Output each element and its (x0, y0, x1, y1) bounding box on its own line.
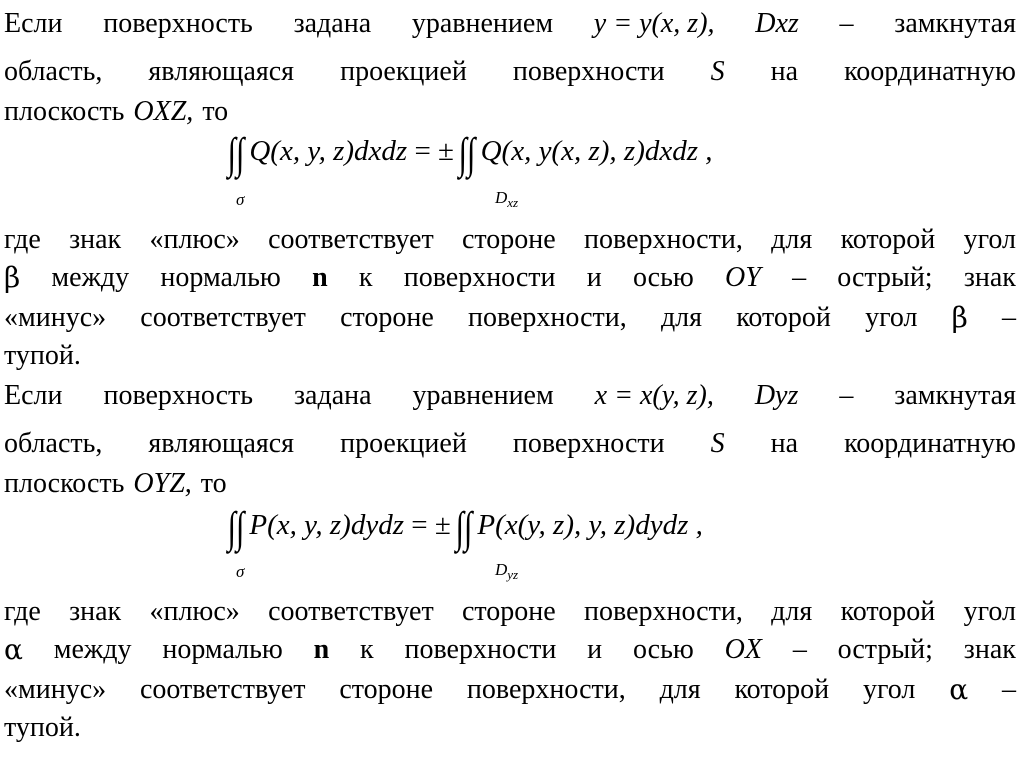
word: поверхность (103, 380, 254, 411)
word: являющаяся (148, 428, 295, 459)
word: «плюс» (149, 596, 240, 627)
word: поверхности, (467, 302, 627, 333)
normal-vector: n (313, 634, 330, 665)
word: задана (294, 380, 372, 411)
inline-math: OY (725, 262, 761, 293)
word: угол (865, 302, 918, 333)
word: осью (632, 634, 694, 665)
par3-line3 (4, 468, 1016, 500)
word: соответствует (268, 224, 434, 255)
word: стороне (462, 596, 556, 627)
word: поверхности, (584, 224, 743, 255)
word: для (771, 224, 813, 255)
word: «минус» (4, 302, 107, 333)
word: которой (840, 596, 936, 627)
word: соответствует (139, 674, 306, 705)
word: проекцией (340, 56, 467, 87)
double-integral-icon: ∫∫ (227, 129, 245, 178)
alpha-symbol: α (949, 673, 969, 706)
word: где (4, 224, 41, 255)
limit-text: σ (236, 190, 245, 209)
word: поверхность (103, 8, 253, 39)
word: к (358, 262, 373, 293)
word: угол (963, 224, 1016, 255)
word: задана (293, 8, 372, 39)
word: – (839, 8, 854, 39)
word: для (660, 302, 703, 333)
word: – (1001, 302, 1016, 333)
word: знак (69, 596, 122, 627)
word: стороне (340, 302, 434, 333)
formula-rhs: Q(x, y(x, z), z)dxdz , (480, 135, 713, 167)
word: осью (632, 262, 694, 293)
inline-math: S (710, 428, 725, 459)
formula-rhs: P(x(y, z), y, z)dydz , (477, 509, 703, 541)
inline-math: y = y(x, z), (593, 8, 715, 39)
inline-math: OYZ, (133, 468, 192, 499)
beta-symbol: β (951, 301, 968, 334)
inline-math: OXZ, (133, 96, 194, 127)
word: поверхности, (584, 596, 743, 627)
integral-limit (495, 188, 518, 211)
inline-math: Dxz (755, 8, 799, 39)
par2-line1 (4, 224, 1016, 256)
word: – (792, 634, 807, 665)
limit-subscript: xz (507, 195, 519, 210)
word: знак (963, 634, 1016, 665)
word: поверхности (512, 428, 665, 459)
word: уравнением (412, 380, 554, 411)
alpha-symbol: α (4, 633, 23, 666)
word: то (200, 468, 227, 499)
word: замкнутая (894, 380, 1016, 411)
word: и (587, 634, 603, 665)
par4-line3 (4, 674, 1016, 706)
formula-operator: = ± (411, 509, 451, 541)
inline-math: x = x(y, z), (594, 380, 714, 411)
word: острый; (837, 262, 933, 293)
par4-line2 (4, 634, 1016, 666)
word: проекцией (340, 428, 467, 459)
word: и (586, 262, 602, 293)
word: на (770, 428, 799, 459)
word: Если (4, 8, 63, 39)
word: поверхности (403, 262, 556, 293)
word: угол (963, 596, 1016, 627)
par3-line2 (4, 428, 1016, 460)
word: знак (69, 224, 122, 255)
beta-symbol: β (4, 261, 21, 294)
word: стороне (339, 674, 434, 705)
formula-2 (227, 503, 703, 552)
limit-subscript: yz (507, 567, 519, 582)
word: то (202, 96, 229, 127)
formula-operator: = ± (414, 135, 454, 167)
normal-vector: n (312, 262, 328, 293)
word: которой (840, 224, 936, 255)
integral-limit (495, 560, 518, 583)
inline-math: Dyz (754, 380, 799, 411)
integral-limit (236, 562, 244, 582)
word: угол (863, 674, 916, 705)
par1-line3 (4, 96, 1016, 128)
double-integral-icon: ∫∫ (455, 503, 473, 552)
word: уравнением (411, 8, 554, 39)
word: «плюс» (149, 224, 240, 255)
word: которой (736, 302, 831, 333)
word: между (51, 262, 130, 293)
word: знак (963, 262, 1016, 293)
word: где (4, 596, 41, 627)
par1-line1 (4, 8, 1016, 40)
formula-lhs: P(x, y, z)dydz (249, 509, 404, 541)
word: – (1001, 674, 1016, 705)
par3-line1 (4, 380, 1016, 412)
word: стороне (462, 224, 556, 255)
word: замкнутая (894, 8, 1016, 39)
double-integral-icon: ∫∫ (227, 503, 245, 552)
word: тупой. (4, 712, 81, 743)
par2-line4 (4, 340, 1016, 372)
word: соответствует (140, 302, 306, 333)
word: – (792, 262, 807, 293)
limit-text: σ (236, 562, 245, 581)
word: к (360, 634, 374, 665)
par4-line4 (4, 712, 1016, 744)
limit-text: D (495, 188, 508, 207)
formula-lhs: Q(x, y, z)dxdz (249, 135, 408, 167)
limit-text: D (495, 560, 508, 579)
word: тупой. (4, 340, 81, 371)
word: острый; (837, 634, 933, 665)
word: плоскость (4, 96, 125, 127)
word: на (770, 56, 799, 87)
word: для (771, 596, 813, 627)
word: – (839, 380, 854, 411)
double-integral-icon: ∫∫ (458, 129, 476, 178)
par4-line1 (4, 596, 1016, 628)
word: координатную (844, 56, 1016, 87)
inline-math: S (710, 56, 725, 87)
word: «минус» (4, 674, 107, 705)
word: область, (4, 428, 103, 459)
par1-line2 (4, 56, 1016, 88)
word: поверхности (404, 634, 557, 665)
word: нормалью (162, 634, 283, 665)
word: которой (734, 674, 830, 705)
word: являющаяся (148, 56, 295, 87)
word: область, (4, 56, 103, 87)
integral-limit (236, 190, 244, 210)
word: нормалью (160, 262, 281, 293)
word: поверхности, (466, 674, 626, 705)
word: соответствует (268, 596, 434, 627)
formula-1 (227, 129, 713, 178)
word: Если (4, 380, 63, 411)
par2-line2 (4, 262, 1016, 294)
word: для (659, 674, 701, 705)
word: поверхности (512, 56, 665, 87)
word: плоскость (4, 468, 125, 499)
word: координатную (844, 428, 1016, 459)
word: между (53, 634, 132, 665)
par2-line3 (4, 302, 1016, 334)
inline-math: OX (724, 634, 762, 665)
